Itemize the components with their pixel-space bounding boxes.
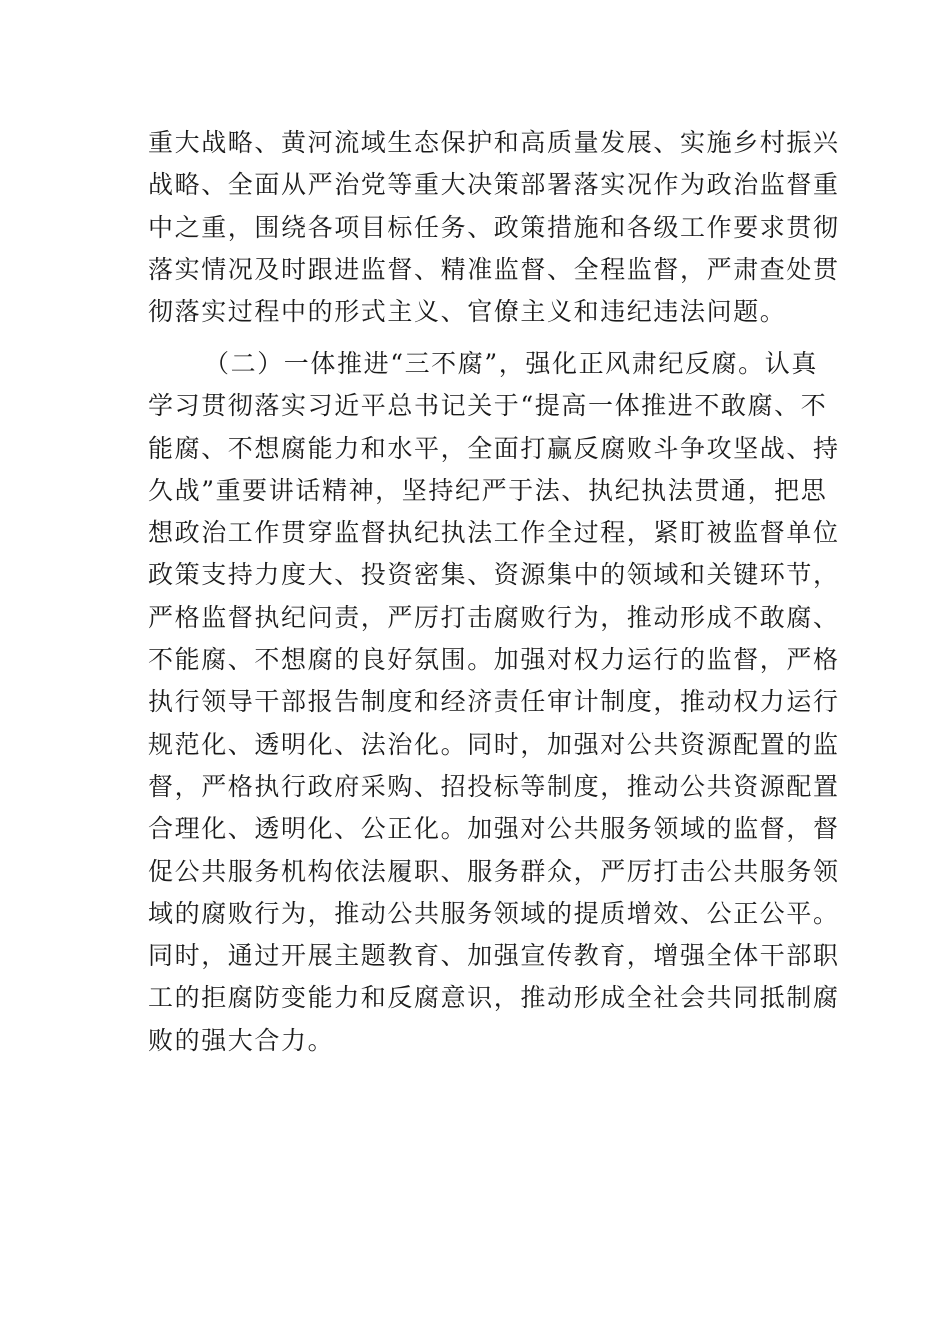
paragraph-line: 域的腐败行为，推动公共服务领域的提质增效、公正公平。: [148, 898, 840, 928]
paragraph-line: 合理化、透明化、公正化。加强对公共服务领域的监督，督: [148, 814, 840, 844]
paragraph-line: 战略、全面从严治党等重大决策部署落实况作为政治监督重: [148, 170, 840, 200]
paragraph-line: 中之重，围绕各项目标任务、政策措施和各级工作要求贯彻: [148, 212, 840, 242]
paragraph-line: 落实情况及时跟进监督、精准监督、全程监督，严肃查处贯: [148, 254, 840, 284]
section-heading-line: （二）一体推进“三不腐”，强化正风肃纪反腐。认真: [204, 349, 818, 378]
paragraph-line: 久战”重要讲话精神，坚持纪严于法、执纪执法贯通，把思: [148, 475, 828, 505]
paragraph-line: 同时，通过开展主题教育、加强宣传教育，增强全体干部职: [148, 941, 840, 971]
paragraph-line: 重大战略、黄河流域生态保护和高质量发展、实施乡村振兴: [148, 128, 840, 157]
paragraph-line: 督，严格执行政府采购、招投标等制度，推动公共资源配置: [148, 771, 840, 801]
paragraph-line: 工的拒腐防变能力和反腐意识，推动形成全社会共同抵制腐: [148, 983, 840, 1013]
paragraph-line: 严格监督执纪问责，严厉打击腐败行为，推动形成不敢腐、: [148, 602, 840, 632]
paragraph-line: 能腐、不想腐能力和水平，全面打赢反腐败斗争攻坚战、持: [148, 433, 840, 463]
paragraph-line: 学习贯彻落实习近平总书记关于“提高一体推进不敢腐、不: [148, 391, 828, 421]
paragraph-line: 促公共服务机构依法履职、服务群众，严厉打击公共服务领: [148, 856, 840, 886]
paragraph-line: 规范化、透明化、法治化。同时，加强对公共资源配置的监: [148, 729, 840, 759]
paragraph-line: 败的强大合力。: [148, 1025, 335, 1055]
paragraph-line: 不能腐、不想腐的良好氛围。加强对权力运行的监督，严格: [148, 645, 840, 675]
paragraph-line: 政策支持力度大、投资密集、资源集中的领域和关键环节，: [148, 560, 840, 590]
paragraph-section-two: [148, 343, 840, 1062]
paragraph-continuation: [148, 122, 840, 333]
paragraph-line: 想政治工作贯穿监督执纪执法工作全过程，紧盯被监督单位: [148, 518, 840, 548]
paragraph-line: 彻落实过程中的形式主义、官僚主义和违纪违法问题。: [148, 297, 787, 327]
paragraph-line: 执行领导干部报告制度和经济责任审计制度，推动权力运行: [148, 687, 840, 717]
